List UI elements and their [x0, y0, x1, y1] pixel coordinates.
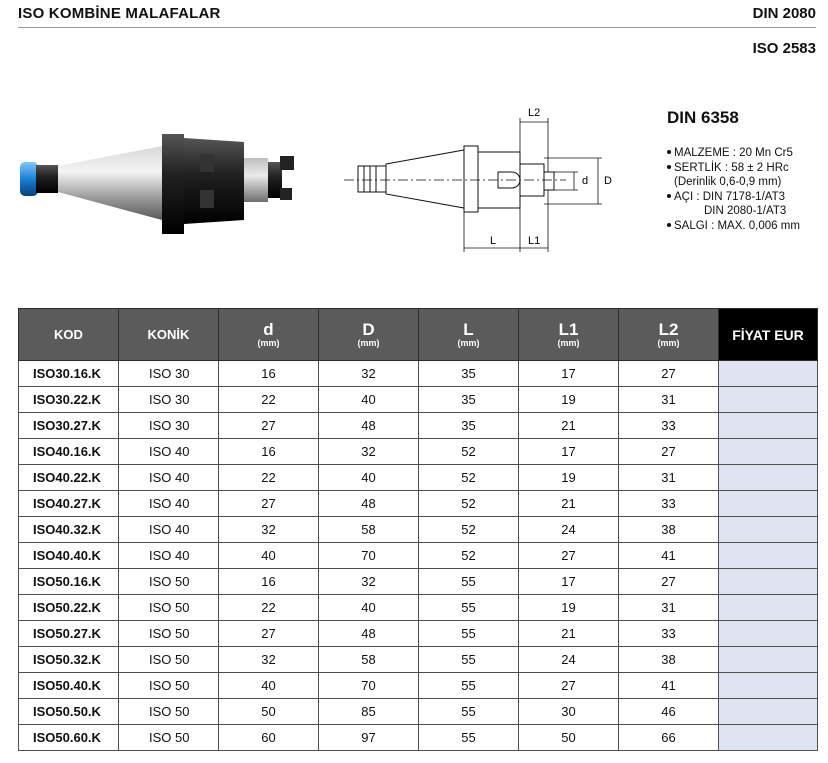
cell-konik: ISO 50 — [119, 699, 219, 725]
label-l2: L2 — [528, 107, 541, 119]
cell-D: 32 — [319, 361, 419, 387]
cell-d: 16 — [219, 569, 319, 595]
cell-kod: ISO40.27.K — [19, 491, 119, 517]
cell-L1: 30 — [519, 699, 619, 725]
cell-L2: 38 — [619, 517, 719, 543]
cell-d: 27 — [219, 621, 319, 647]
cell-kod: ISO30.22.K — [19, 387, 119, 413]
cell-price — [719, 699, 818, 725]
cell-d: 16 — [219, 361, 319, 387]
cell-L: 35 — [419, 387, 519, 413]
cell-L: 52 — [419, 465, 519, 491]
cell-D: 97 — [319, 725, 419, 751]
cell-D: 48 — [319, 413, 419, 439]
bullet-icon — [667, 194, 671, 198]
cell-L1: 21 — [519, 413, 619, 439]
cell-konik: ISO 40 — [119, 465, 219, 491]
cell-konik: ISO 40 — [119, 517, 219, 543]
table-row — [19, 439, 818, 465]
table-row — [19, 387, 818, 413]
cell-D: 70 — [319, 673, 419, 699]
cell-D: 58 — [319, 647, 419, 673]
cell-L1: 19 — [519, 465, 619, 491]
cell-L1: 21 — [519, 491, 619, 517]
cell-price — [719, 569, 818, 595]
cell-kod: ISO50.27.K — [19, 621, 119, 647]
cell-price — [719, 517, 818, 543]
cell-L2: 27 — [619, 439, 719, 465]
cell-kod: ISO50.32.K — [19, 647, 119, 673]
cell-L: 52 — [419, 439, 519, 465]
standard-iso-2583: ISO 2583 — [752, 40, 816, 57]
cell-konik: ISO 40 — [119, 491, 219, 517]
cell-kod: ISO50.40.K — [19, 673, 119, 699]
table-row — [19, 595, 818, 621]
cell-D: 85 — [319, 699, 419, 725]
cell-price — [719, 595, 818, 621]
cell-D: 32 — [319, 569, 419, 595]
cell-L: 52 — [419, 543, 519, 569]
cell-D: 48 — [319, 491, 419, 517]
header-L1: L1 (mm) — [519, 309, 619, 361]
cell-L2: 27 — [619, 361, 719, 387]
cell-D: 58 — [319, 517, 419, 543]
spec-depth: (Derinlik 0,6-0,9 mm) — [674, 176, 782, 189]
cell-D: 40 — [319, 595, 419, 621]
cell-L: 55 — [419, 725, 519, 751]
cell-L1: 50 — [519, 725, 619, 751]
cell-konik: ISO 30 — [119, 413, 219, 439]
cell-L2: 41 — [619, 673, 719, 699]
cell-L1: 27 — [519, 543, 619, 569]
cell-D: 70 — [319, 543, 419, 569]
standard-din-2080: DIN 2080 — [752, 5, 816, 22]
table-row — [19, 621, 818, 647]
cell-D: 40 — [319, 465, 419, 491]
cell-price — [719, 725, 818, 751]
cell-price — [719, 647, 818, 673]
cell-konik: ISO 40 — [119, 439, 219, 465]
spec-angle-2: DIN 2080-1/AT3 — [704, 205, 787, 218]
bullet-icon — [667, 223, 671, 227]
cell-konik: ISO 30 — [119, 387, 219, 413]
cell-price — [719, 387, 818, 413]
cell-d: 22 — [219, 595, 319, 621]
cell-kod: ISO40.40.K — [19, 543, 119, 569]
cell-D: 32 — [319, 439, 419, 465]
spec-material: MALZEME : 20 Mn Cr5 — [667, 146, 800, 161]
cell-d: 40 — [219, 543, 319, 569]
cell-L1: 19 — [519, 387, 619, 413]
cell-price — [719, 439, 818, 465]
spec-angle: AÇI : DIN 7178-1/AT3 — [667, 190, 800, 205]
table-row — [19, 569, 818, 595]
cell-d: 40 — [219, 673, 319, 699]
header-D: D (mm) — [319, 309, 419, 361]
cell-L: 55 — [419, 699, 519, 725]
table-row — [19, 647, 818, 673]
label-d-small: d — [582, 175, 589, 187]
page-title: ISO KOMBİNE MALAFALAR — [18, 5, 221, 22]
table-header-row — [19, 309, 818, 361]
cell-kod: ISO40.22.K — [19, 465, 119, 491]
cell-konik: ISO 40 — [119, 543, 219, 569]
spec-title: DIN 6358 — [667, 108, 739, 127]
cell-konik: ISO 50 — [119, 647, 219, 673]
cell-d: 27 — [219, 413, 319, 439]
cell-kod: ISO40.32.K — [19, 517, 119, 543]
table-row — [19, 465, 818, 491]
cell-L2: 66 — [619, 725, 719, 751]
cell-price — [719, 361, 818, 387]
cell-konik: ISO 50 — [119, 725, 219, 751]
product-table — [18, 308, 818, 751]
header-L: L (mm) — [419, 309, 519, 361]
cell-konik: ISO 30 — [119, 361, 219, 387]
cell-L2: 27 — [619, 569, 719, 595]
cell-L1: 24 — [519, 517, 619, 543]
cell-L2: 33 — [619, 413, 719, 439]
table-row — [19, 361, 818, 387]
cell-L: 55 — [419, 595, 519, 621]
cell-konik: ISO 50 — [119, 569, 219, 595]
label-l1: L1 — [528, 235, 541, 247]
cell-konik: ISO 50 — [119, 673, 219, 699]
table-row — [19, 725, 818, 751]
cell-L: 55 — [419, 673, 519, 699]
cell-d: 22 — [219, 387, 319, 413]
cell-L1: 17 — [519, 569, 619, 595]
label-d-large: D — [604, 175, 612, 187]
cell-d: 32 — [219, 517, 319, 543]
cell-d: 60 — [219, 725, 319, 751]
cell-price — [719, 621, 818, 647]
cell-d: 32 — [219, 647, 319, 673]
tool-holder-photo — [14, 128, 304, 246]
cell-kod: ISO50.50.K — [19, 699, 119, 725]
cell-D: 48 — [319, 621, 419, 647]
header-price: FİYAT EUR — [719, 309, 818, 361]
cell-L: 35 — [419, 361, 519, 387]
cell-L1: 21 — [519, 621, 619, 647]
header-divider — [18, 27, 816, 28]
spec-list — [667, 146, 800, 234]
bullet-icon — [667, 150, 671, 154]
cell-price — [719, 673, 818, 699]
cell-L: 55 — [419, 569, 519, 595]
table-row — [19, 673, 818, 699]
cell-kod: ISO40.16.K — [19, 439, 119, 465]
cell-kod: ISO50.16.K — [19, 569, 119, 595]
cell-L1: 19 — [519, 595, 619, 621]
cell-d: 27 — [219, 491, 319, 517]
label-l: L — [490, 235, 497, 247]
bullet-icon — [667, 165, 671, 169]
header-kod: KOD — [19, 309, 119, 361]
cell-price — [719, 465, 818, 491]
header-konik: KONİK — [119, 309, 219, 361]
cell-kod: ISO30.16.K — [19, 361, 119, 387]
cell-kod: ISO50.60.K — [19, 725, 119, 751]
cell-L1: 27 — [519, 673, 619, 699]
cell-d: 22 — [219, 465, 319, 491]
cell-konik: ISO 50 — [119, 621, 219, 647]
cell-d: 50 — [219, 699, 319, 725]
table-body — [19, 361, 818, 751]
table-row — [19, 543, 818, 569]
cell-price — [719, 413, 818, 439]
cell-L1: 17 — [519, 439, 619, 465]
header-L2: L2 (mm) — [619, 309, 719, 361]
cell-L: 55 — [419, 621, 519, 647]
cell-D: 40 — [319, 387, 419, 413]
cell-d: 16 — [219, 439, 319, 465]
cell-L2: 38 — [619, 647, 719, 673]
cell-L: 35 — [419, 413, 519, 439]
spec-hardness: SERTLİK : 58 ± 2 HRc — [667, 161, 800, 176]
cell-L2: 41 — [619, 543, 719, 569]
cell-konik: ISO 50 — [119, 595, 219, 621]
header-d: d (mm) — [219, 309, 319, 361]
cell-L2: 33 — [619, 621, 719, 647]
cell-L2: 31 — [619, 387, 719, 413]
cell-L: 52 — [419, 491, 519, 517]
cell-L2: 46 — [619, 699, 719, 725]
cell-kod: ISO30.27.K — [19, 413, 119, 439]
cell-L1: 17 — [519, 361, 619, 387]
table-row — [19, 491, 818, 517]
cell-L2: 33 — [619, 491, 719, 517]
cell-L1: 24 — [519, 647, 619, 673]
table-row — [19, 413, 818, 439]
table-row — [19, 699, 818, 725]
cell-price — [719, 543, 818, 569]
dimension-drawing — [338, 100, 618, 260]
table-row — [19, 517, 818, 543]
cell-L: 52 — [419, 517, 519, 543]
cell-L2: 31 — [619, 465, 719, 491]
cell-L2: 31 — [619, 595, 719, 621]
cell-kod: ISO50.22.K — [19, 595, 119, 621]
spec-runout: SALGI : MAX. 0,006 mm — [667, 219, 800, 234]
cell-L: 55 — [419, 647, 519, 673]
cell-price — [719, 491, 818, 517]
